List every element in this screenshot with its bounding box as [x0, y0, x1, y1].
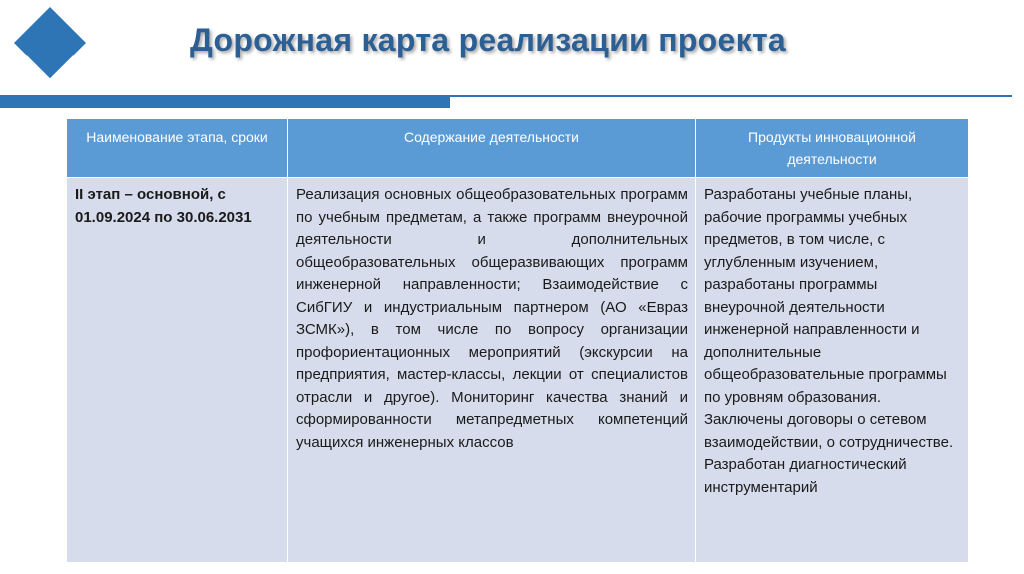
column-header-stage: Наименование этапа, сроки: [67, 119, 288, 178]
table-row: [67, 178, 969, 563]
stage-cell: II этап – основной, с 01.09.2024 по 30.06.2031: [67, 178, 288, 563]
table-header-row: [67, 119, 969, 178]
diamond-logo-icon: [10, 4, 90, 84]
header-accent-bar: [0, 95, 450, 108]
column-header-content: Содержание деятельности: [288, 119, 696, 178]
content-cell: Реализация основных общеобразовательных программ по учебным предметам, а также программ внеурочной деятельности и дополнительных общеобразовательных общеразвивающих программ инженерной направленности; Взаимодействие с СибГИУ и индустриальным партнером (АО «Евраз ЗСМК»), в том числе по вопросу организации профориентационных мероприятий (экскурсии на предприятия, мастер-классы, лекции от специалистов отрасли и другое). Мониторинг качества знаний и сформированности метапредметных компетенций учащихся инженерных классов: [288, 178, 696, 563]
page-title: Дорожная карта реализации проекта: [190, 22, 787, 58]
column-header-products: Продукты инновационной деятельности: [696, 119, 969, 178]
roadmap-table: [66, 118, 969, 563]
products-cell: Разработаны учебные планы, рабочие программы учебных предметов, в том числе, с углубленным изучением, разработаны программы внеурочной деятельности инженерной направленности и дополнительные общеобразовательные программы по уровням образования. Заключены договоры о сетевом взаимодействии, о сотрудничестве. Разработан диагностический инструментарий: [696, 178, 969, 563]
